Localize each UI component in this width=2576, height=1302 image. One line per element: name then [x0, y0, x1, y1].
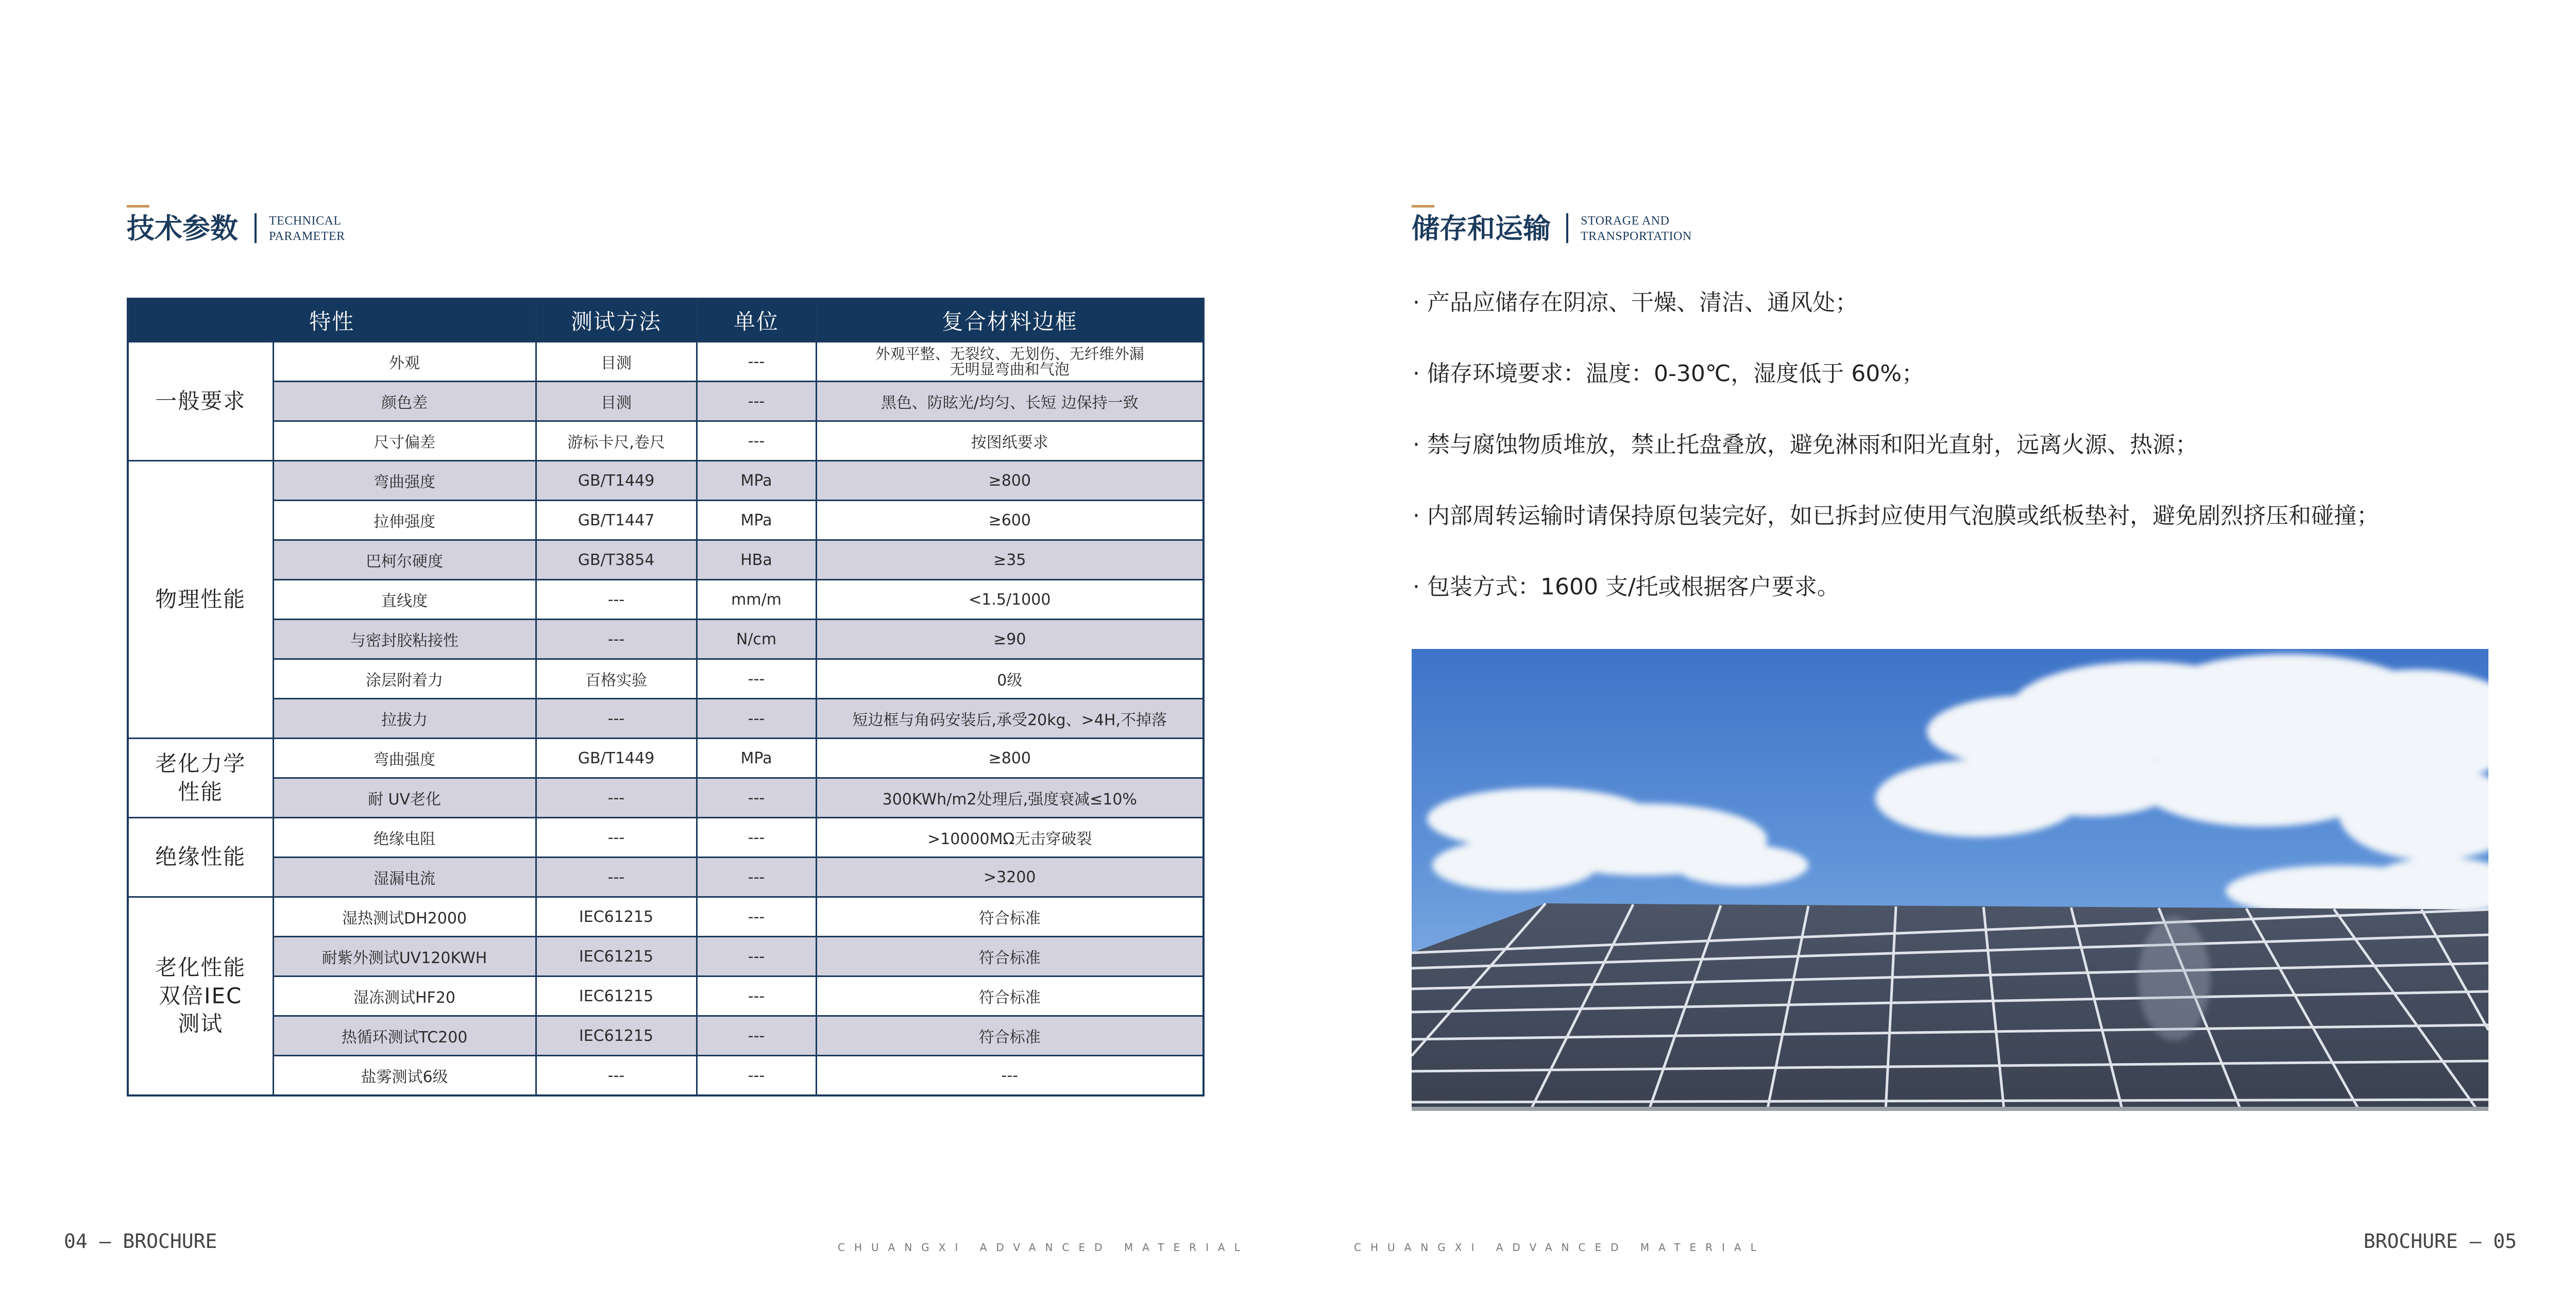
- cell-value-line-2: 无明显弯曲和气泡: [950, 361, 1070, 378]
- table-row: [128, 858, 1204, 897]
- table-row: [128, 818, 1204, 858]
- cell-value: 符合标准: [816, 897, 1204, 937]
- cell-value: 0级: [816, 659, 1204, 699]
- category-line-2: 双倍IEC: [159, 983, 243, 1008]
- cell-method: 百格实验: [536, 659, 697, 699]
- table-row: [128, 540, 1204, 580]
- cell-item: 湿冻测试HF20: [273, 976, 536, 1016]
- cell-unit: ---: [697, 897, 816, 937]
- cell-value: ≥800: [816, 739, 1204, 778]
- cell-item: 湿热测试DH2000: [273, 897, 536, 937]
- solar-panel-sky-icon: [1412, 649, 2488, 1111]
- cell-value: 符合标准: [816, 976, 1204, 1016]
- cell-unit: ---: [697, 342, 816, 382]
- cell-unit: ---: [697, 421, 816, 461]
- cell-method: GB/T1447: [536, 501, 697, 540]
- table-row: [128, 1056, 1204, 1096]
- cell-value: 符合标准: [816, 937, 1204, 976]
- cell-method: IEC61215: [536, 897, 697, 937]
- cell-item: 绝缘电阻: [273, 818, 536, 858]
- cell-value: 符合标准: [816, 1016, 1204, 1056]
- cell-value: ≥35: [816, 540, 1204, 580]
- cell-method: ---: [536, 620, 697, 659]
- cell-item: 盐雾测试6级: [273, 1056, 536, 1096]
- page-title-storage: 储存和运输: [1412, 212, 1551, 245]
- cell-method: IEC61215: [536, 1016, 697, 1056]
- cell-method: IEC61215: [536, 976, 697, 1016]
- header-test-method: 测试方法: [536, 299, 697, 342]
- cell-unit: MPa: [697, 501, 816, 540]
- footer-brand-left: CHUANGXI ADVANCED MATERIAL: [838, 1241, 1249, 1254]
- table-header-row: [128, 299, 1204, 342]
- storage-point-2: · 储存环境要求：温度：0-30℃，湿度低于 60%；: [1413, 361, 1925, 387]
- category-aging-iec: [128, 897, 273, 1096]
- cell-item: 直线度: [273, 580, 536, 620]
- cell-value: ≥90: [816, 620, 1204, 659]
- cell-method: IEC61215: [536, 937, 697, 976]
- footer-page-right: BROCHURE — 05: [2363, 1230, 2517, 1253]
- cell-unit: ---: [697, 778, 816, 818]
- cell-item: 热循环测试TC200: [273, 1016, 536, 1056]
- title-subtitle-storage: [1581, 213, 1692, 244]
- storage-point-3: · 禁与腐蚀物质堆放，禁止托盘叠放，避免淋雨和阳光直射，远离火源、热源；: [1413, 432, 2198, 458]
- cell-method: 游标卡尺,卷尺: [536, 421, 697, 461]
- storage-point-4: · 内部周转运输时请保持原包装完好，如已拆封应使用气泡膜或纸板垫衬，避免剧烈挤压和碰撞；: [1413, 503, 2379, 529]
- cell-item: 尺寸偏差: [273, 421, 536, 461]
- cell-item: 拉拔力: [273, 699, 536, 739]
- category-line-1: 老化性能: [155, 955, 246, 981]
- table-row: [128, 897, 1204, 937]
- title-divider: [255, 213, 257, 243]
- cell-value: 短边框与角码安装后,承受20kg、>4H,不掉落: [816, 699, 1204, 739]
- cell-item: 外观: [273, 342, 536, 382]
- cell-item: 湿漏电流: [273, 858, 536, 897]
- subtitle-line-2: PARAMETER: [269, 230, 345, 243]
- category-line-2: 性能: [178, 779, 224, 804]
- cell-value: <1.5/1000: [816, 580, 1204, 620]
- cell-unit: ---: [697, 976, 816, 1016]
- footer-page-left: 04 — BROCHURE: [64, 1230, 217, 1253]
- table-row: [128, 659, 1204, 699]
- cell-method: ---: [536, 580, 697, 620]
- technical-parameter-table: [127, 298, 1205, 1097]
- cell-value: ≥600: [816, 501, 1204, 540]
- cell-method: ---: [536, 699, 697, 739]
- cell-item: 弯曲强度: [273, 739, 536, 778]
- cell-unit: ---: [697, 937, 816, 976]
- cell-value: ---: [816, 1056, 1204, 1096]
- storage-point-5: · 包装方式：1600 支/托或根据客户要求。: [1413, 574, 1840, 600]
- cell-value: ≥800: [816, 461, 1204, 501]
- page-title-technical: 技术参数: [127, 212, 238, 245]
- table-row: [128, 382, 1204, 421]
- title-accent-bar: [1412, 205, 1434, 208]
- cell-unit: ---: [697, 382, 816, 421]
- subtitle-line-2: TRANSPORTATION: [1581, 230, 1692, 243]
- cell-method: ---: [536, 1056, 697, 1096]
- cell-method: GB/T3854: [536, 540, 697, 580]
- cell-value: [816, 342, 1204, 382]
- cell-value: 黑色、防眩光/均匀、长短 边保持一致: [816, 382, 1204, 421]
- cell-item: 颜色差: [273, 382, 536, 421]
- cell-unit: ---: [697, 818, 816, 858]
- cell-item: 耐紫外测试UV120KWH: [273, 937, 536, 976]
- cell-unit: ---: [697, 1056, 816, 1096]
- storage-point-1: · 产品应储存在阴凉、干燥、清洁、通风处；: [1413, 289, 1858, 316]
- header-composite-frame: 复合材料边框: [816, 299, 1204, 342]
- table-row: [128, 976, 1204, 1016]
- category-physical: 物理性能: [128, 461, 273, 739]
- cell-unit: N/cm: [697, 620, 816, 659]
- footer-brand-right: CHUANGXI ADVANCED MATERIAL: [1354, 1241, 1766, 1254]
- table-row: [128, 342, 1204, 382]
- category-aging-mechanical: [128, 739, 273, 818]
- cell-method: ---: [536, 818, 697, 858]
- title-divider: [1566, 213, 1568, 243]
- category-line-1: 老化力学: [155, 750, 246, 776]
- category-insulation: 绝缘性能: [128, 818, 273, 897]
- cell-item: 巴柯尔硬度: [273, 540, 536, 580]
- cell-unit: ---: [697, 858, 816, 897]
- table-row: [128, 699, 1204, 739]
- cell-method: ---: [536, 858, 697, 897]
- title-accent-bar: [127, 205, 149, 208]
- table-row: [128, 739, 1204, 778]
- title-subtitle-technical: [269, 213, 345, 244]
- table-row: [128, 620, 1204, 659]
- header-characteristic: 特性: [128, 299, 536, 342]
- table-row: [128, 778, 1204, 818]
- cell-item: 拉伸强度: [273, 501, 536, 540]
- cell-value: 按图纸要求: [816, 421, 1204, 461]
- table-row: [128, 421, 1204, 461]
- cell-method: ---: [536, 778, 697, 818]
- cell-item: 与密封胶粘接性: [273, 620, 536, 659]
- cell-unit: ---: [697, 659, 816, 699]
- cell-item: 涂层附着力: [273, 659, 536, 699]
- cell-value: 300KWh/m2处理后,强度衰减≤10%: [816, 778, 1204, 818]
- table-row: [128, 461, 1204, 501]
- solar-panel-photo: [1412, 649, 2488, 1111]
- cell-unit: MPa: [697, 739, 816, 778]
- cell-method: GB/T1449: [536, 461, 697, 501]
- table-row: [128, 937, 1204, 976]
- cell-value: >3200: [816, 858, 1204, 897]
- cell-unit: ---: [697, 699, 816, 739]
- cell-unit: HBa: [697, 540, 816, 580]
- subtitle-line-1: TECHNICAL: [269, 214, 342, 228]
- cell-unit: MPa: [697, 461, 816, 501]
- cell-method: 目测: [536, 382, 697, 421]
- cell-value: >10000MΩ无击穿破裂: [816, 818, 1204, 858]
- cell-unit: ---: [697, 1016, 816, 1056]
- header-unit: 单位: [697, 299, 816, 342]
- category-line-3: 测试: [178, 1011, 224, 1037]
- subtitle-line-1: STORAGE AND: [1581, 214, 1670, 228]
- cell-unit: mm/m: [697, 580, 816, 620]
- cell-value-line-1: 外观平整、无裂纹、无划伤、无纤维外漏: [875, 345, 1144, 363]
- category-general: 一般要求: [128, 342, 273, 461]
- table-row: [128, 1016, 1204, 1056]
- table-row: [128, 501, 1204, 540]
- cell-method: GB/T1449: [536, 739, 697, 778]
- cell-item: 耐 UV老化: [273, 778, 536, 818]
- table-row: [128, 580, 1204, 620]
- cell-method: 目测: [536, 342, 697, 382]
- cell-item: 弯曲强度: [273, 461, 536, 501]
